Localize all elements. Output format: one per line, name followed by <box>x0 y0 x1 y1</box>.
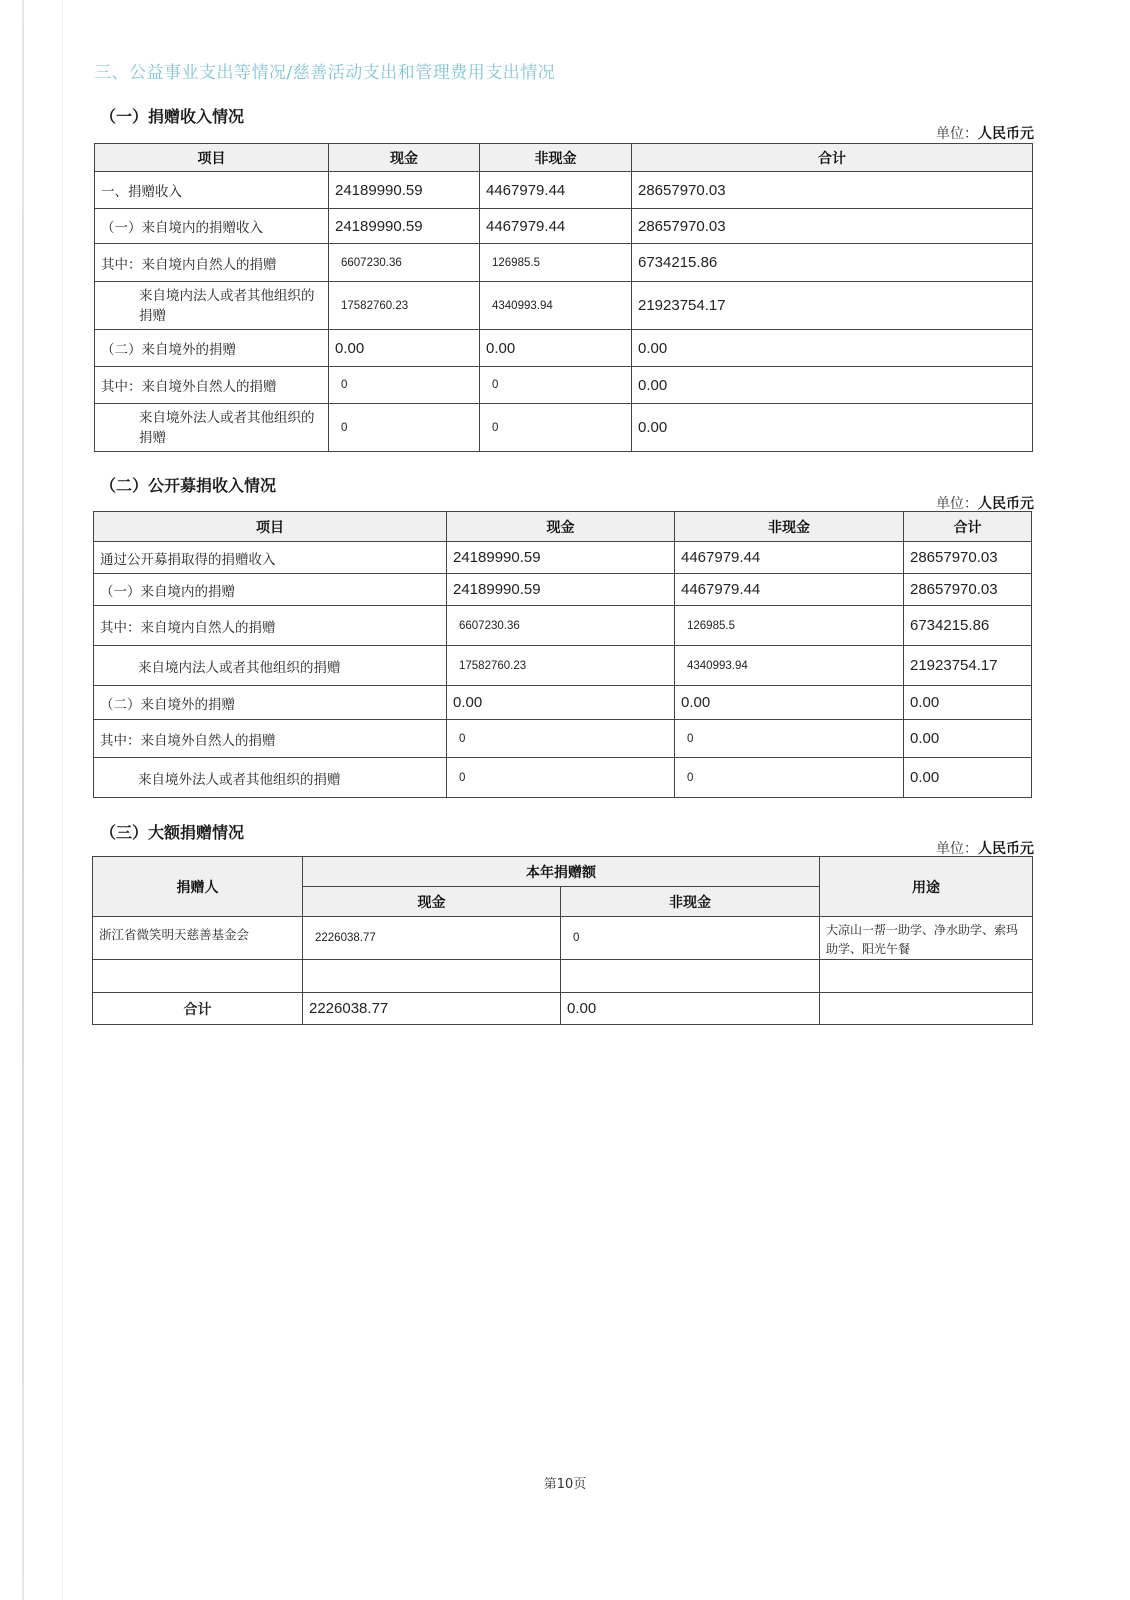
section-title: 三、公益事业支出等情况/慈善活动支出和管理费用支出情况 <box>94 63 556 83</box>
row-label: 其中：来自境内自然人的捐赠 <box>94 606 447 646</box>
cell-cash: 0.00 <box>329 330 480 367</box>
cell-total: 0.00 <box>632 404 1033 452</box>
table2-title: （二）公开募捐收入情况 <box>100 476 277 495</box>
table-row <box>95 330 1033 367</box>
row-label: 来自境内法人或者其他组织的捐赠 <box>94 646 447 686</box>
total-label: 合计 <box>93 993 303 1025</box>
table-header-row <box>93 857 1033 887</box>
row-label: 其中：来自境内自然人的捐赠 <box>95 244 329 282</box>
header-cash: 现金 <box>447 512 675 542</box>
cell-cash: 24189990.59 <box>329 209 480 244</box>
cell-noncash: 0.00 <box>675 686 904 720</box>
header-noncash: 非现金 <box>561 887 820 917</box>
table-row-empty <box>93 960 1033 993</box>
table-row <box>95 367 1033 404</box>
cell-cash: 6607230.36 <box>329 244 480 282</box>
row-label: 来自境外法人或者其他组织的捐赠 <box>94 758 447 798</box>
cell-cash: 24189990.59 <box>329 172 480 209</box>
table1-unit: 单位：人民币元 <box>936 126 1034 142</box>
cell-total: 28657970.03 <box>632 172 1033 209</box>
cell-cash: 0.00 <box>447 686 675 720</box>
cell-empty <box>820 993 1033 1025</box>
table2-unit: 单位：人民币元 <box>936 496 1034 512</box>
cell-cash: 0 <box>329 404 480 452</box>
table1-title: （一）捐赠收入情况 <box>100 107 245 126</box>
table-row <box>94 758 1032 798</box>
cell-noncash: 4340993.94 <box>675 646 904 686</box>
cell-noncash: 4467979.44 <box>675 542 904 574</box>
cell-noncash: 0 <box>561 917 820 960</box>
cell-total: 6734215.86 <box>632 244 1033 282</box>
cell-total: 21923754.17 <box>904 646 1032 686</box>
cell-purpose: 大凉山一帮一助学、净水助学、索玛助学、阳光午餐 <box>820 917 1033 960</box>
row-label: 来自境内法人或者其他组织的捐赠 <box>95 282 329 330</box>
header-donor: 捐赠人 <box>93 857 303 917</box>
row-label: （一）来自境内的捐赠收入 <box>95 209 329 244</box>
cell-noncash: 4340993.94 <box>480 282 632 330</box>
header-item: 项目 <box>95 144 329 172</box>
cell-total: 0.00 <box>904 720 1032 758</box>
cell-total: 0.00 <box>632 367 1033 404</box>
cell-noncash: 0 <box>480 367 632 404</box>
cell-cash: 2226038.77 <box>303 917 561 960</box>
header-purpose: 用途 <box>820 857 1033 917</box>
cell-cash: 6607230.36 <box>447 606 675 646</box>
table-row <box>95 172 1033 209</box>
table-row <box>94 542 1032 574</box>
table-row <box>95 244 1033 282</box>
table-row <box>94 574 1032 606</box>
cell-cash: 0 <box>329 367 480 404</box>
row-label: 其中：来自境外自然人的捐赠 <box>94 720 447 758</box>
cell-cash: 17582760.23 <box>447 646 675 686</box>
row-label: （二）来自境外的捐赠 <box>94 686 447 720</box>
table-header-row <box>94 512 1032 542</box>
cell-noncash: 0.00 <box>480 330 632 367</box>
cell-donor: 浙江省微笑明天慈善基金会 <box>93 917 303 960</box>
table-row <box>94 606 1032 646</box>
cell-noncash: 126985.5 <box>675 606 904 646</box>
cell-noncash: 4467979.44 <box>675 574 904 606</box>
total-cash: 2226038.77 <box>303 993 561 1025</box>
cell-noncash: 4467979.44 <box>480 209 632 244</box>
header-item: 项目 <box>94 512 447 542</box>
cell-empty <box>303 960 561 993</box>
total-noncash: 0.00 <box>561 993 820 1025</box>
cell-total: 0.00 <box>632 330 1033 367</box>
public-fundraising-table <box>93 511 1032 798</box>
cell-noncash: 0 <box>675 758 904 798</box>
cell-cash: 0 <box>447 720 675 758</box>
cell-total: 28657970.03 <box>632 209 1033 244</box>
cell-noncash: 4467979.44 <box>480 172 632 209</box>
table-row <box>95 209 1033 244</box>
table-row <box>93 917 1033 960</box>
cell-total: 0.00 <box>904 758 1032 798</box>
header-annual-amount: 本年捐赠额 <box>303 857 820 887</box>
cell-total: 0.00 <box>904 686 1032 720</box>
cell-cash: 24189990.59 <box>447 542 675 574</box>
major-donations-table <box>92 856 1033 1025</box>
cell-cash: 17582760.23 <box>329 282 480 330</box>
header-total: 合计 <box>632 144 1033 172</box>
header-noncash: 非现金 <box>480 144 632 172</box>
table-row <box>94 646 1032 686</box>
table-total-row <box>93 993 1033 1025</box>
header-noncash: 非现金 <box>675 512 904 542</box>
binding-line <box>22 0 24 1600</box>
cell-noncash: 0 <box>480 404 632 452</box>
row-label: 一、捐赠收入 <box>95 172 329 209</box>
table-row <box>95 282 1033 330</box>
cell-noncash: 0 <box>675 720 904 758</box>
row-label: （二）来自境外的捐赠 <box>95 330 329 367</box>
row-label: （一）来自境内的捐赠 <box>94 574 447 606</box>
header-cash: 现金 <box>303 887 561 917</box>
cell-noncash: 126985.5 <box>480 244 632 282</box>
cell-empty <box>561 960 820 993</box>
cell-total: 21923754.17 <box>632 282 1033 330</box>
cell-cash: 0 <box>447 758 675 798</box>
header-cash: 现金 <box>329 144 480 172</box>
table-row <box>94 720 1032 758</box>
cell-total: 6734215.86 <box>904 606 1032 646</box>
table3-unit: 单位：人民币元 <box>936 841 1034 857</box>
binding-line-faint <box>62 0 63 1600</box>
donation-income-table <box>94 143 1033 452</box>
cell-empty <box>93 960 303 993</box>
header-total: 合计 <box>904 512 1032 542</box>
cell-cash: 24189990.59 <box>447 574 675 606</box>
cell-total: 28657970.03 <box>904 574 1032 606</box>
table3-title: （三）大额捐赠情况 <box>100 823 245 842</box>
cell-empty <box>820 960 1033 993</box>
page-number: 第10页 <box>543 1477 587 1492</box>
table-row <box>95 404 1033 452</box>
cell-total: 28657970.03 <box>904 542 1032 574</box>
row-label: 通过公开募捐取得的捐赠收入 <box>94 542 447 574</box>
table-header-row <box>95 144 1033 172</box>
table-row <box>94 686 1032 720</box>
row-label: 其中：来自境外自然人的捐赠 <box>95 367 329 404</box>
row-label: 来自境外法人或者其他组织的捐赠 <box>95 404 329 452</box>
